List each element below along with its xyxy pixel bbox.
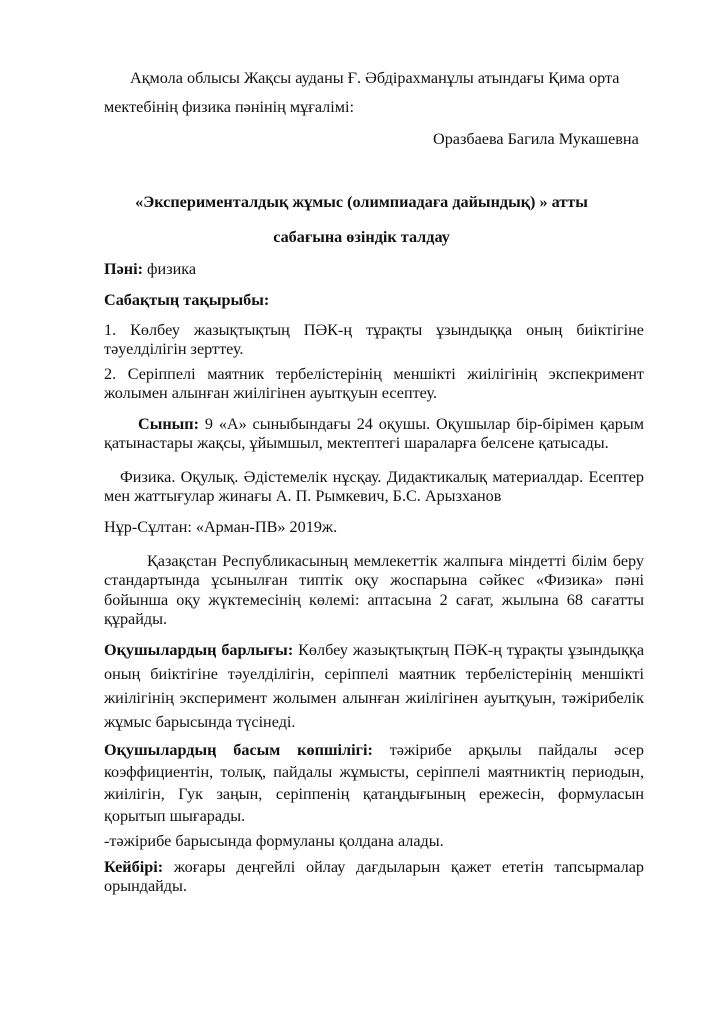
subject-value: физика (143, 260, 197, 278)
most-students-line-4: қорытып шығарады. (104, 807, 246, 825)
some-students-line-1 (104, 857, 644, 877)
class-line-1-rest: 9 «А» сыныбындағы 24 оқушы. Оқушылар бір-бірімен қарым (199, 415, 644, 433)
topic-label: Сабақтың тақырыбы: (104, 291, 270, 309)
most-students-line-2: коэффициентін, толық, пайдалы жұмысты, серіппелі маятниктің периодын, (104, 763, 644, 781)
all-students-line-1 (104, 640, 644, 660)
title-line-1: «Эксперименталдық жұмыс (олимпиадаға дайындық) » атты (135, 193, 588, 211)
standard-line-3: бойынша оқу жүктемесінің көлемі: аптасына 2 сағат, жылына 68 сағатты (104, 591, 644, 609)
some-students-line-2: орындайды. (104, 877, 187, 895)
topic-item-1-line-2: тәуелділігін зерттеу. (104, 340, 244, 358)
subject-line (104, 259, 196, 279)
subject-label: Пәні: (104, 260, 143, 278)
books-line-1: Физика. Оқулық. Әдістемелік нұсқау. Дидактикалық материалдар. Есептер (120, 468, 644, 486)
topic-item-2-line-2: жолымен алынған жиілігінен ауытқуын есептеу. (104, 384, 437, 402)
teacher-name: Оразбаева Багила Мукашевна (433, 130, 639, 148)
some-students-line-1-rest: жоғары деңгейлі ойлау дағдыларын қажет ететін тапсырмалар (163, 858, 644, 876)
standard-line-2: стандартында ұсынылған типтік оқу жоспарына сәйкес «Физика» пәні (104, 571, 644, 589)
topic-item-1-line-1: 1. Көлбеу жазықтықтың ПӘК-ң тұрақты ұзындыққа оның биіктігіне (104, 321, 644, 339)
most-students-line-1 (104, 740, 644, 760)
standard-line-1: Қазақстан Республикасының мемлекеттік жалпыға міндетті білім беру (147, 552, 644, 570)
all-students-label: Оқушылардың барлығы: (104, 641, 294, 659)
header-line-1: Ақмола облысы Жақсы ауданы Ғ. Әбдірахманұлы атындағы Қима орта (130, 69, 620, 87)
all-students-line-1-rest: Көлбеу жазықтықтың ПӘК-ң тұрақты ұзындыққа (293, 641, 645, 659)
all-students-line-4: жұмыс барысында түсінеді. (104, 713, 296, 731)
publisher-line: Нұр-Сұлтан: «Арман-ПВ» 2019ж. (104, 518, 338, 536)
standard-line-4: құрайды. (104, 610, 168, 628)
title-line-2: сабағына өзіндік талдау (273, 228, 450, 246)
most-students-line-3: жиілігін, Гук заңын, серіппенің қатаңдығының ережесін, формуласын (104, 785, 644, 803)
class-line-1 (138, 414, 644, 434)
most-students-line-5: -тәжірибе барысында формуланы қолдана алады. (104, 832, 444, 850)
all-students-line-3: жиілігінің эксперимент жолымен алынған жиілігінен ауытқуын, тәжірибелік (104, 689, 644, 707)
class-line-2: қатынастары жақсы, ұйымшыл, мектептегі шараларға белсене қатысады. (104, 434, 609, 452)
most-students-label: Оқушылардың басым көпшілігі: (104, 741, 373, 759)
topic-item-2-line-1: 2. Серіппелі маятник тербелістерінің меншікті жиілігінің экспекримент (104, 365, 644, 383)
some-students-label: Кейбірі: (104, 858, 164, 876)
all-students-line-2: оның биіктігіне тәуелділігін, серіппелі маятник тербелістерінің меншікті (104, 665, 644, 683)
header-line-2: мектебінің физика пәнінің мұғалімі: (104, 98, 354, 116)
class-label: Сынып: (138, 415, 200, 433)
books-line-2: мен жаттығулар жинағы А. П. Рымкевич, Б.С. Арызханов (104, 487, 502, 505)
most-students-line-1-rest: тәжірибе арқылы пайдалы әсер (372, 741, 644, 759)
